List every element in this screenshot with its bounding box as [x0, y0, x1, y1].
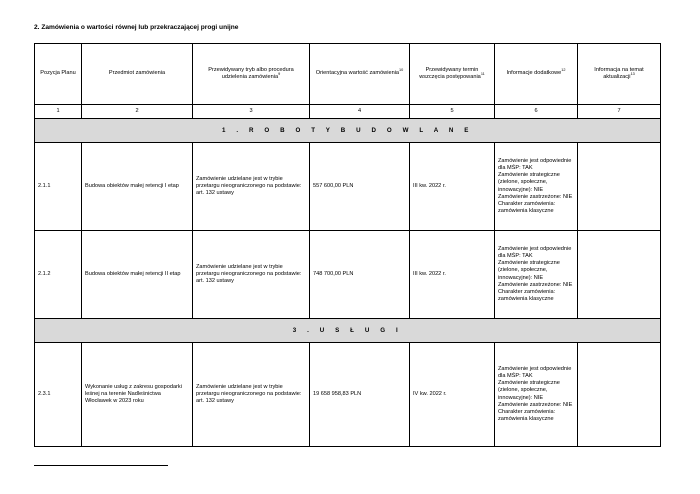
info-line: Zamówienie zastrzeżone: NIE — [498, 401, 573, 408]
column-number: 1 — [35, 105, 82, 119]
value-cell: 748 700,00 PLN — [310, 231, 410, 319]
table-row — [35, 231, 661, 319]
update-cell — [578, 143, 661, 231]
info-line: Charakter zamówienia: zamówienia klasyczne — [498, 408, 556, 423]
header-cell: Przedmiot zamówienia — [82, 44, 193, 105]
header-cell: Pozycja Planu — [35, 44, 82, 105]
column-number: 5 — [410, 105, 495, 119]
page-title: 2. Zamówienia o wartości równej lub przekraczającej progi unijne — [34, 24, 239, 31]
procurement-plan-table — [34, 43, 661, 447]
subject-cell: Wykonanie usług z zakresu gospodarki leśnej na terenie Nadleśnictwa Włocławek w 2023 roku — [82, 343, 193, 447]
info-cell — [495, 143, 578, 231]
term-cell: III kw. 2022 r. — [410, 231, 495, 319]
section-title: 3 . U S Ł U G I — [35, 319, 661, 343]
value-cell: 19 658 958,83 PLN — [310, 343, 410, 447]
column-number: 2 — [82, 105, 193, 119]
info-line: Zamówienie jest odpowiednie dla MŚP: TAK — [498, 365, 572, 379]
update-cell — [578, 231, 661, 319]
info-cell — [495, 343, 578, 447]
info-line: Zamówienie strategiczne (zielone, społeczne, innowacyjne): NIE — [498, 260, 560, 281]
section-header-row — [35, 119, 661, 143]
column-number-row — [35, 105, 661, 119]
info-line: Zamówienie strategiczne (zielone, społeczne, innowacyjne): NIE — [498, 380, 560, 401]
table-row — [35, 343, 661, 447]
footnote-separator — [34, 465, 168, 466]
subject-cell: Budowa obiektów małej retencji II etap — [82, 231, 193, 319]
column-number: 7 — [578, 105, 661, 119]
update-cell — [578, 343, 661, 447]
header-cell: Przewidywany termin wszczęcia postępowania$^{11}$ — [410, 44, 495, 105]
info-line: Charakter zamówienia: zamówienia klasyczne — [498, 288, 556, 303]
header-cell: Informacja na temat aktualizacji$^{13}$ — [578, 44, 661, 105]
term-cell: IV kw. 2022 r. — [410, 343, 495, 447]
info-line: Zamówienie zastrzeżone: NIE — [498, 193, 573, 200]
column-number: 4 — [310, 105, 410, 119]
info-line: Zamówienie strategiczne (zielone, społeczne, innowacyjne): NIE — [498, 172, 560, 193]
info-line: Zamówienie jest odpowiednie dla MŚP: TAK — [498, 245, 572, 259]
info-line: Charakter zamówienia: zamówienia klasyczne — [498, 200, 556, 215]
section-header-row — [35, 319, 661, 343]
term-cell: III kw. 2022 r. — [410, 143, 495, 231]
procedure-cell: Zamówienie udzielane jest w trybie przetargu nieograniczonego na podstawie: art. 132 ustawy — [193, 343, 310, 447]
header-cell: Informacje dodatkowe$^{12}$ — [495, 44, 578, 105]
section-title: 1 . R O B O T Y B U D O W L A N E — [35, 119, 661, 143]
subject-cell: Budowa obiektów małej retencji I etap — [82, 143, 193, 231]
header-cell: Przewidywany tryb albo procedura udzielenia zamówienia$^9$ — [193, 44, 310, 105]
position-cell: 2.1.2 — [35, 231, 82, 319]
procedure-cell: Zamówienie udzielane jest w trybie przetargu nieograniczonego na podstawie: art. 132 ustawy — [193, 143, 310, 231]
info-line: Zamówienie jest odpowiednie dla MŚP: TAK — [498, 157, 572, 171]
info-cell — [495, 231, 578, 319]
info-line: Zamówienie zastrzeżone: NIE — [498, 281, 573, 288]
column-number: 6 — [495, 105, 578, 119]
position-cell: 2.1.1 — [35, 143, 82, 231]
position-cell: 2.3.1 — [35, 343, 82, 447]
procedure-cell: Zamówienie udzielane jest w trybie przetargu nieograniczonego na podstawie: art. 132 ustawy — [193, 231, 310, 319]
header-cell: Orientacyjna wartość zamówienia$^{10}$ — [310, 44, 410, 105]
table-row — [35, 143, 661, 231]
header-row — [35, 44, 661, 105]
column-number: 3 — [193, 105, 310, 119]
value-cell: 557 600,00 PLN — [310, 143, 410, 231]
